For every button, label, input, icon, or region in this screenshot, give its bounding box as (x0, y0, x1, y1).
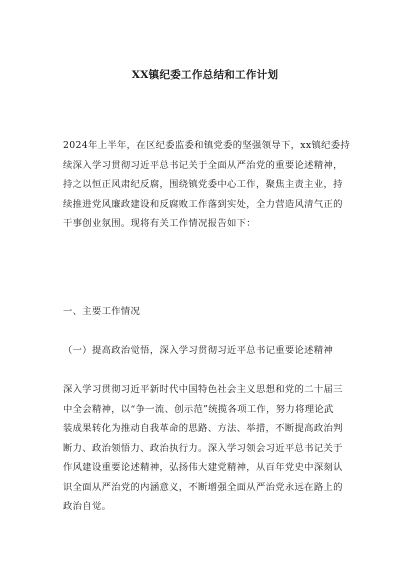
body-line: 作风建设重要论述精神，弘扬伟大建党精神，从百年党史中深刻认 (63, 462, 343, 473)
section-heading: 一、主要工作情况 (63, 306, 141, 317)
intro-line: 续推进党风廉政建设和反腐败工作落到实处，全力营造风清气正的 (63, 198, 343, 210)
body-line: 中全会精神，以“争一流、创示范”统揽各项工作，努力将理论武 (63, 403, 334, 415)
intro-line: 干事创业氛围。现将有关工作情况报告如下： (63, 218, 256, 229)
intro-line: 续深入学习贯彻习近平总书记关于全面从严治党的重要论述精神， (63, 159, 343, 171)
body-paragraph (63, 380, 349, 517)
intro-paragraph (63, 136, 349, 234)
body-line: 政治自觉。 (63, 501, 112, 512)
body-line: 断力、政治领悟力、政治执行力。深入学习领会习近平总书记关于 (63, 442, 343, 454)
body-line: 识全面从严治党的内涵意义，不断增强全面从严治党永远在路上的 (63, 481, 343, 493)
body-line: 装成果转化为推动自我革命的思路、方法、举措，不断提高政治判 (63, 423, 343, 434)
subsection-heading: （一）提高政治觉悟，深入学习贯彻习近平总书记重要论述精神 (63, 345, 334, 356)
intro-line: 2024年上半年，在区纪委监委和镇党委的坚强领导下，xx镇纪委持 (63, 140, 351, 151)
document-title: XX镇纪委工作总结和工作计划 (131, 69, 279, 81)
intro-line: 持之以恒正风肃纪反腐，围绕镇党委中心工作，聚焦主责主业，持 (63, 179, 343, 190)
body-line: 深入学习贯彻习近平新时代中国特色社会主义思想和党的二十届三 (63, 384, 343, 395)
